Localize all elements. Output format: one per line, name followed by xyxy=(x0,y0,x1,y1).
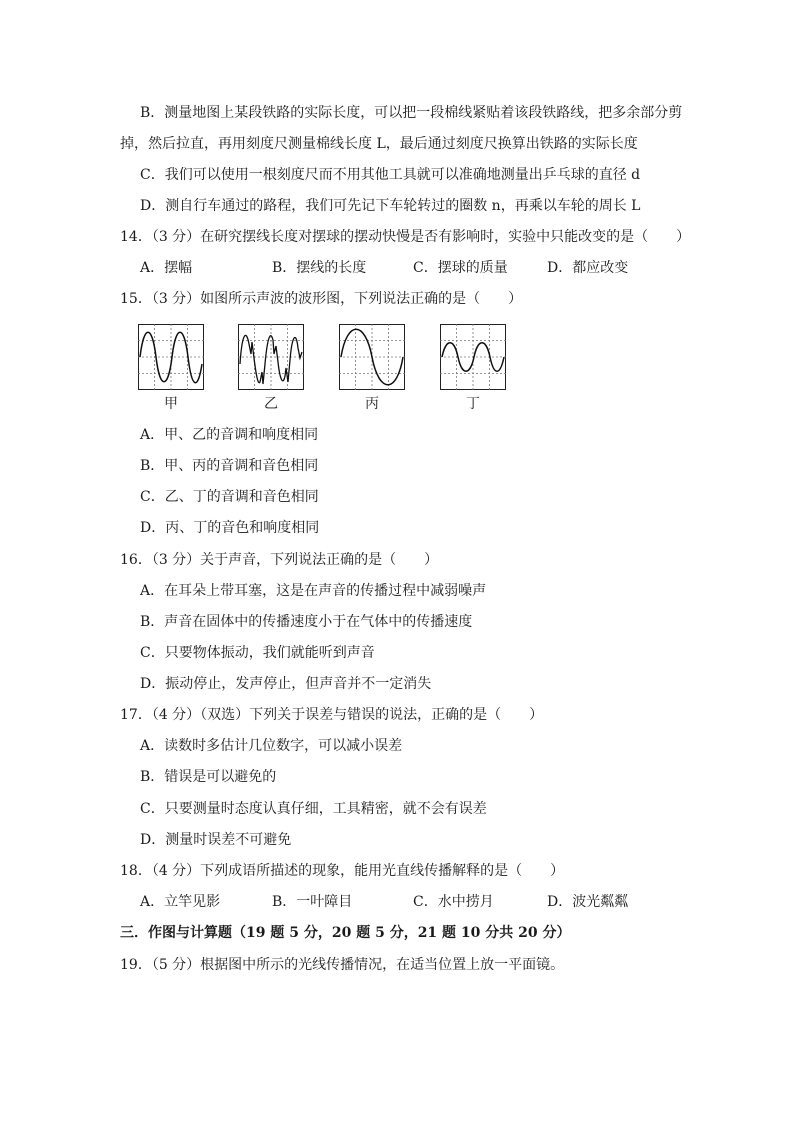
q16-option-d: D．振动停止，发声停止，但声音并不一定消失 xyxy=(140,676,432,692)
q16-stem: 16．（3 分）关于声音，下列说法正确的是（ ） xyxy=(120,552,439,568)
q15-option-c: C．乙、丁的音调和音色相同 xyxy=(140,489,319,505)
q18-option-b: B．一叶障目 xyxy=(272,894,353,910)
q17-option-c: C．只要测量时态度认真仔细，工具精密，就不会有误差 xyxy=(140,801,487,817)
q18-option-d: D．波光粼粼 xyxy=(547,894,629,910)
waveform-yi xyxy=(238,324,304,390)
q18-option-a: A．立竿见影 xyxy=(140,894,221,910)
section-3-heading: 三．作图与计算题（19 题 5 分，20 题 5 分，21 题 10 分共 20 分） xyxy=(120,925,571,941)
waveform-jia xyxy=(138,324,204,390)
q15-option-d: D．丙、丁的音色和响度相同 xyxy=(140,520,320,536)
q19-stem: 19．（5 分）根据图中所示的光线传播情况，在适当位置上放一平面镜。 xyxy=(120,957,565,973)
waveform-label-bing: 丙 xyxy=(365,396,379,412)
q13-option-b-line1: B．测量地图上某段铁路的实际长度，可以把一段棉线紧贴着该段铁路线，把多余部分剪 xyxy=(140,105,683,121)
q15-option-b: B．甲、丙的音调和音色相同 xyxy=(140,458,319,474)
q16-option-a: A．在耳朵上带耳塞，这是在声音的传播过程中减弱噪声 xyxy=(140,583,487,599)
waveform-ding xyxy=(440,324,506,390)
q16-option-b: B．声音在固体中的传播速度小于在气体中的传播速度 xyxy=(140,614,473,630)
q17-option-d: D．测量时误差不可避免 xyxy=(140,832,292,848)
q18-stem: 18．（4 分）下列成语所描述的现象，能用光直线传播解释的是（ ） xyxy=(120,863,565,879)
waveform-bing xyxy=(339,324,405,390)
q14-option-c: C．摆球的质量 xyxy=(413,260,508,276)
q18-option-c: C．水中捞月 xyxy=(413,894,494,910)
waveform-label-ding: 丁 xyxy=(466,396,480,412)
q16-option-c: C．只要物体振动，我们就能听到声音 xyxy=(140,645,375,661)
q17-stem: 17．（4 分）（双选）下列关于误差与错误的说法，正确的是（ ） xyxy=(120,707,544,723)
waveform-label-jia: 甲 xyxy=(164,396,178,412)
q13-option-c: C．我们可以使用一根刻度尺而不用其他工具就可以准确地测量出乒乓球的直径 d xyxy=(140,167,641,183)
q14-option-b: B．摆线的长度 xyxy=(272,260,367,276)
waveform-label-yi: 乙 xyxy=(264,396,278,412)
q17-option-a: A．读数时多估计几位数字，可以减小误差 xyxy=(140,738,403,754)
q13-option-d: D．测自行车通过的路程，我们可先记下车轮转过的圈数 n，再乘以车轮的周长 L xyxy=(140,198,641,214)
q17-option-b: B．错误是可以避免的 xyxy=(140,769,277,785)
q14-stem: 14．（3 分）在研究摆线长度对摆球的摆动快慢是否有影响时，实验中只能改变的是（ ） xyxy=(120,229,691,245)
q15-option-a: A．甲、乙的音调和响度相同 xyxy=(140,427,319,443)
q14-option-a: A．摆幅 xyxy=(140,260,193,276)
q15-stem: 15．（3 分）如图所示声波的波形图，下列说法正确的是（ ） xyxy=(120,291,523,307)
q14-option-d: D．都应改变 xyxy=(547,260,629,276)
q13-option-b-line2: 掉，然后拉直，再用刻度尺测量棉线长度 L，最后通过刻度尺换算出铁路的实际长度 xyxy=(120,136,638,152)
